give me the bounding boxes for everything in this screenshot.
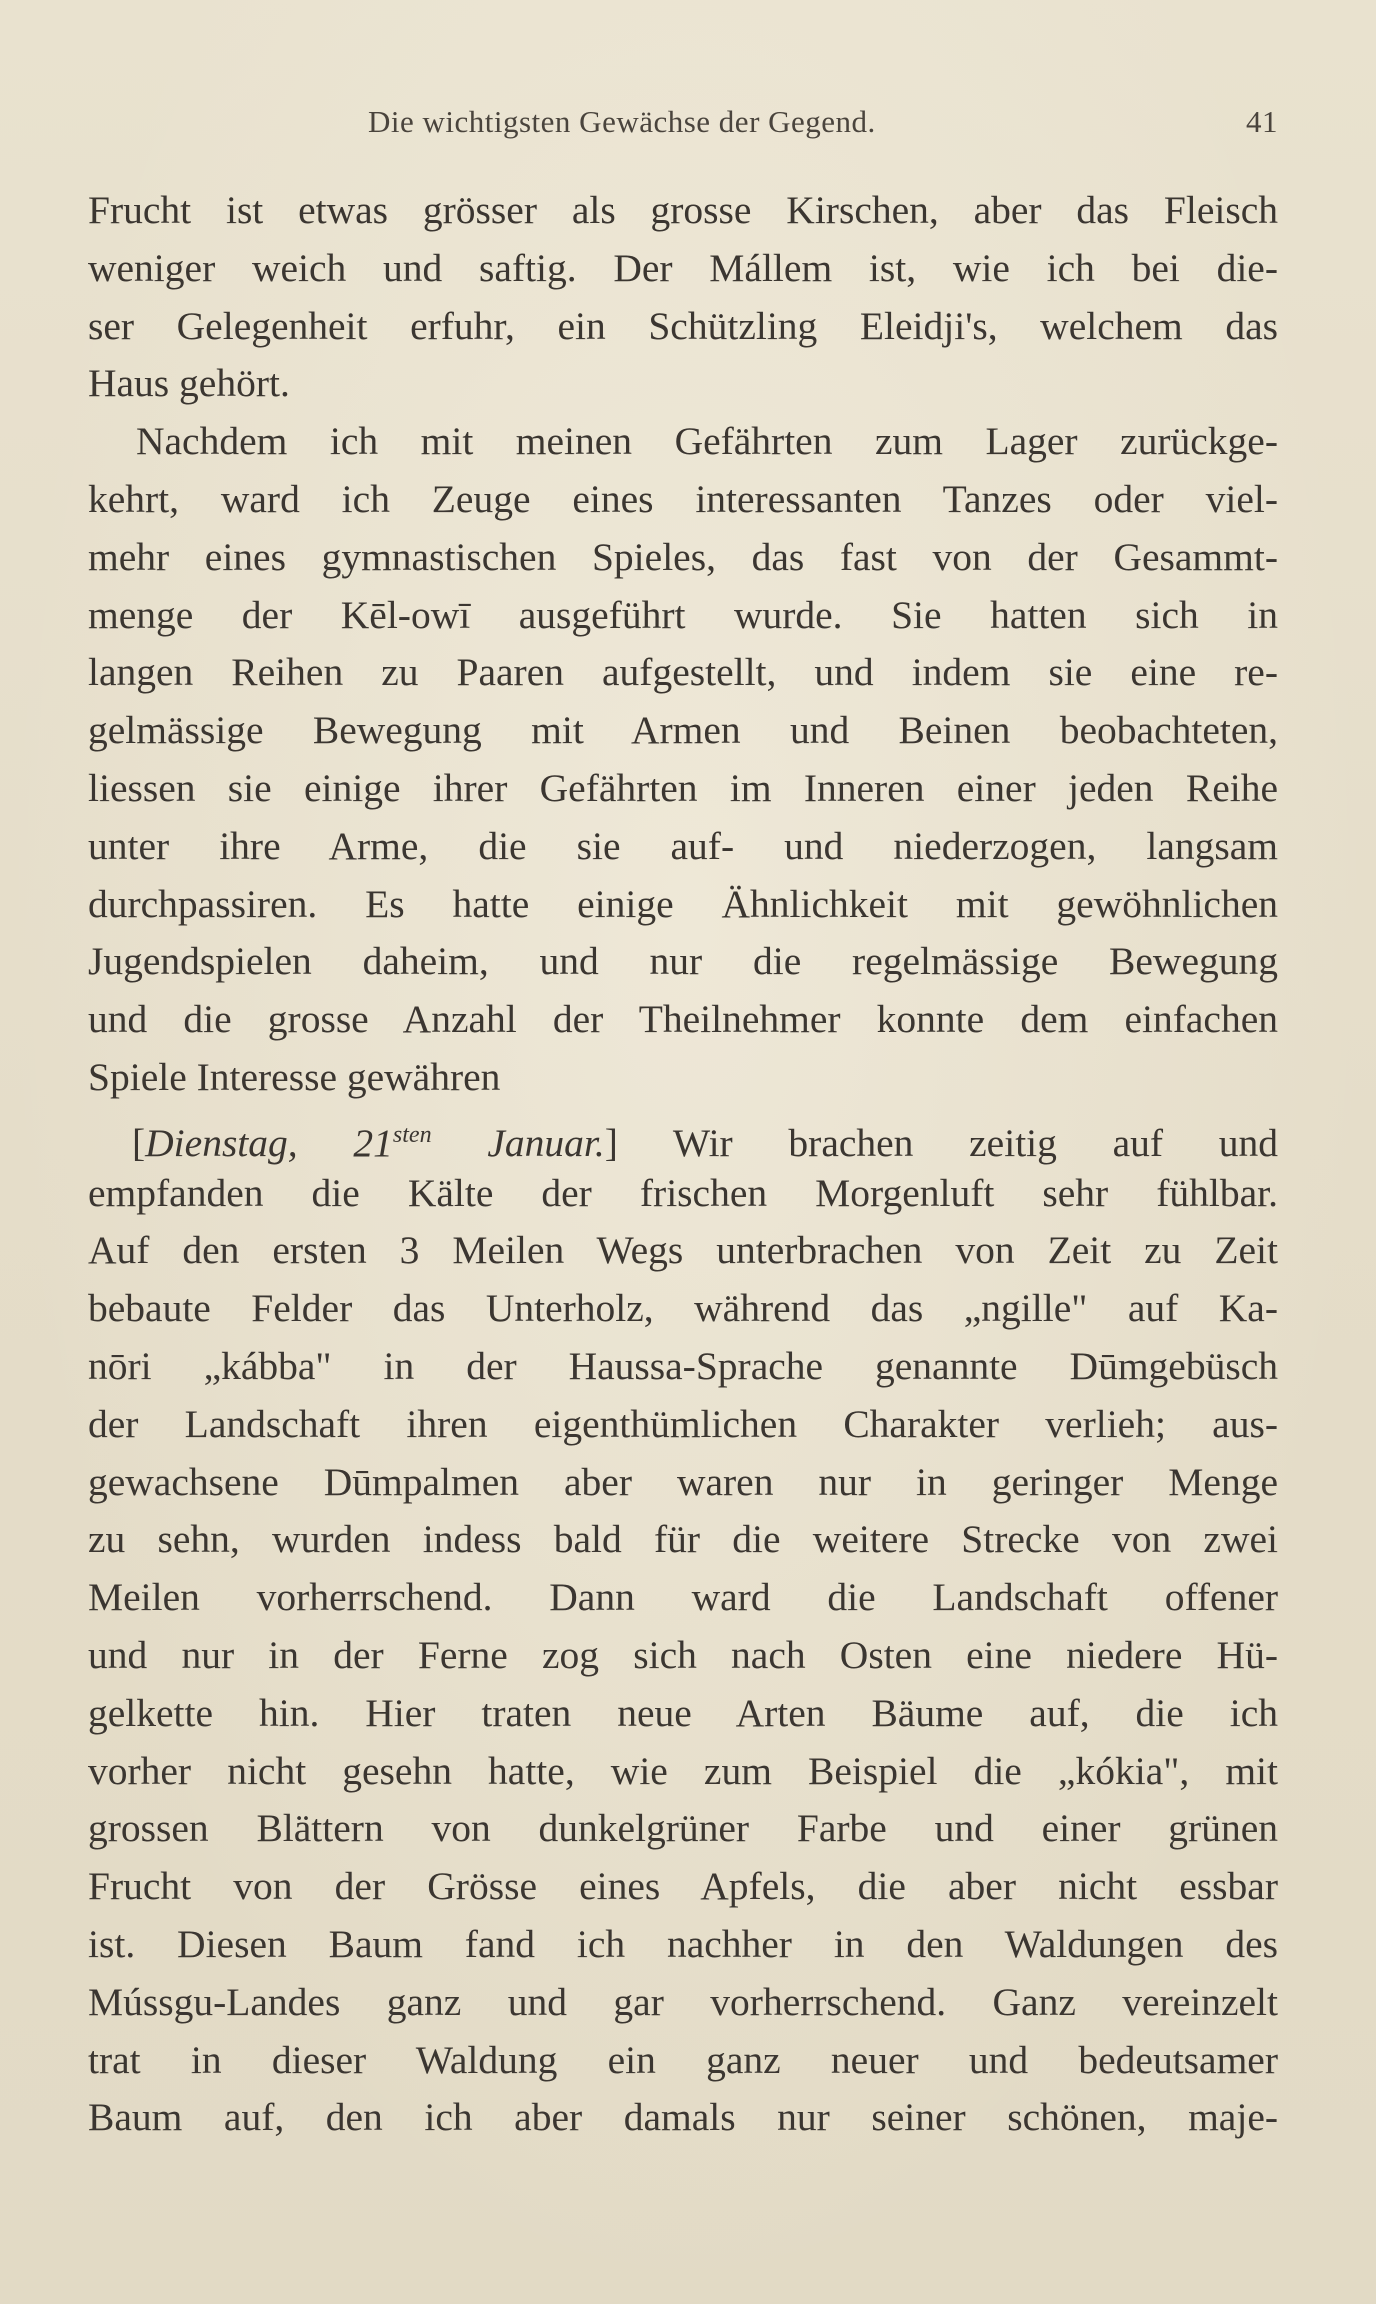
body-text [88, 182, 1278, 2147]
text-line: langen Reihen zu Paaren aufgestellt, und indem sie eine re- [88, 650, 1278, 695]
text-line: kehrt, ward ich Zeuge eines interessanten Tanzes oder viel- [88, 476, 1278, 521]
text-line: Mússgu-Landes ganz und gar vorherrschend. Ganz vereinzelt [88, 1979, 1278, 2024]
date-day: Dienstag, [145, 1120, 298, 1165]
text-line: und nur in der Ferne zog sich nach Osten eine niedere Hü- [88, 1632, 1278, 1677]
text-line: Frucht ist etwas grösser als grosse Kirschen, aber das Fleisch [88, 188, 1278, 232]
text-line: Spiele Interesse gewähren [88, 1054, 501, 1099]
text-line: Auf den ersten 3 Meilen Wegs unterbrachen von Zeit zu Zeit [88, 1228, 1278, 1273]
date-number: 21 [353, 1120, 393, 1165]
text-line: Meilen vorherrschend. Dann ward die Landschaft offener [88, 1575, 1278, 1620]
text-line: Frucht von der Grösse eines Apfels, die aber nicht essbar [88, 1864, 1278, 1909]
text-line: mehr eines gymnastischen Spieles, das fast von der Gesammt- [88, 534, 1278, 579]
text-line: liessen sie einige ihrer Gefährten im Inneren einer jeden Reihe [88, 765, 1278, 810]
date-bracket-close: ] [604, 1120, 618, 1165]
text-line: vorher nicht gesehn hatte, wie zum Beispiel die „kókia", mit [88, 1748, 1278, 1793]
date-bracket-open: [ [132, 1120, 146, 1165]
text-line: menge der Kēl-owī ausgeführt wurde. Sie hatten sich in [88, 592, 1278, 637]
text-line: ser Gelegenheit erfuhr, ein Schützling Eleidji's, welchem das [88, 303, 1278, 348]
text-line: ist. Diesen Baum fand ich nachher in den Waldungen des [88, 1921, 1278, 1966]
text-line: bebaute Felder das Unterholz, während das „ngille" auf Ka- [88, 1286, 1278, 1331]
text-line: Haus gehört. [88, 361, 290, 406]
text-line: nōri „kábba" in der Haussa-Sprache genannte Dūmgebüsch [88, 1343, 1278, 1388]
text-line: zu sehn, wurden indess bald für die weitere Strecke von zwei [88, 1517, 1278, 1562]
text-line: Nachdem ich mit meinen Gefährten zum Lager zurückge- [136, 419, 1278, 464]
date-month: Januar. [487, 1120, 605, 1165]
text-line: trat in dieser Waldung ein ganz neuer und bedeutsamer [88, 2037, 1278, 2082]
text-line: gewachsene Dūmpalmen aber waren nur in geringer Menge [88, 1459, 1278, 1504]
text-line: grossen Blättern von dunkelgrüner Farbe und einer grünen [88, 1806, 1278, 1851]
text-line: gelmässige Bewegung mit Armen und Beinen beobachteten, [88, 708, 1278, 753]
date-line-text: Wir brachen zeitig auf und [617, 1120, 1278, 1165]
page-number: 41 [1246, 104, 1278, 139]
date-line [88, 1107, 1278, 1165]
text-line: und die grosse Anzahl der Theilnehmer konnte dem einfachen [88, 997, 1278, 1042]
text-line: durchpassiren. Es hatte einige Ähnlichkeit mit gewöhnlichen [88, 881, 1278, 926]
text-line: gelkette hin. Hier traten neue Arten Bäume auf, die ich [88, 1690, 1278, 1735]
page-header [88, 104, 1278, 152]
text-line: Jugendspielen daheim, und nur die regelmässige Bewegung [88, 939, 1278, 984]
text-line: empfanden die Kälte der frischen Morgenluft sehr fühlbar. [88, 1170, 1278, 1215]
text-line: der Landschaft ihren eigenthümlichen Charakter verlieh; aus- [88, 1401, 1278, 1446]
text-line: unter ihre Arme, die sie auf- und niederzogen, langsam [88, 823, 1278, 868]
date-superscript: sten [392, 1121, 432, 1148]
running-head: Die wichtigsten Gewächse der Gegend. [368, 104, 876, 139]
text-line: weniger weich und saftig. Der Mállem ist, wie ich bei die- [88, 245, 1278, 290]
text-line: Baum auf, den ich aber damals nur seiner schönen, maje- [88, 2095, 1278, 2140]
